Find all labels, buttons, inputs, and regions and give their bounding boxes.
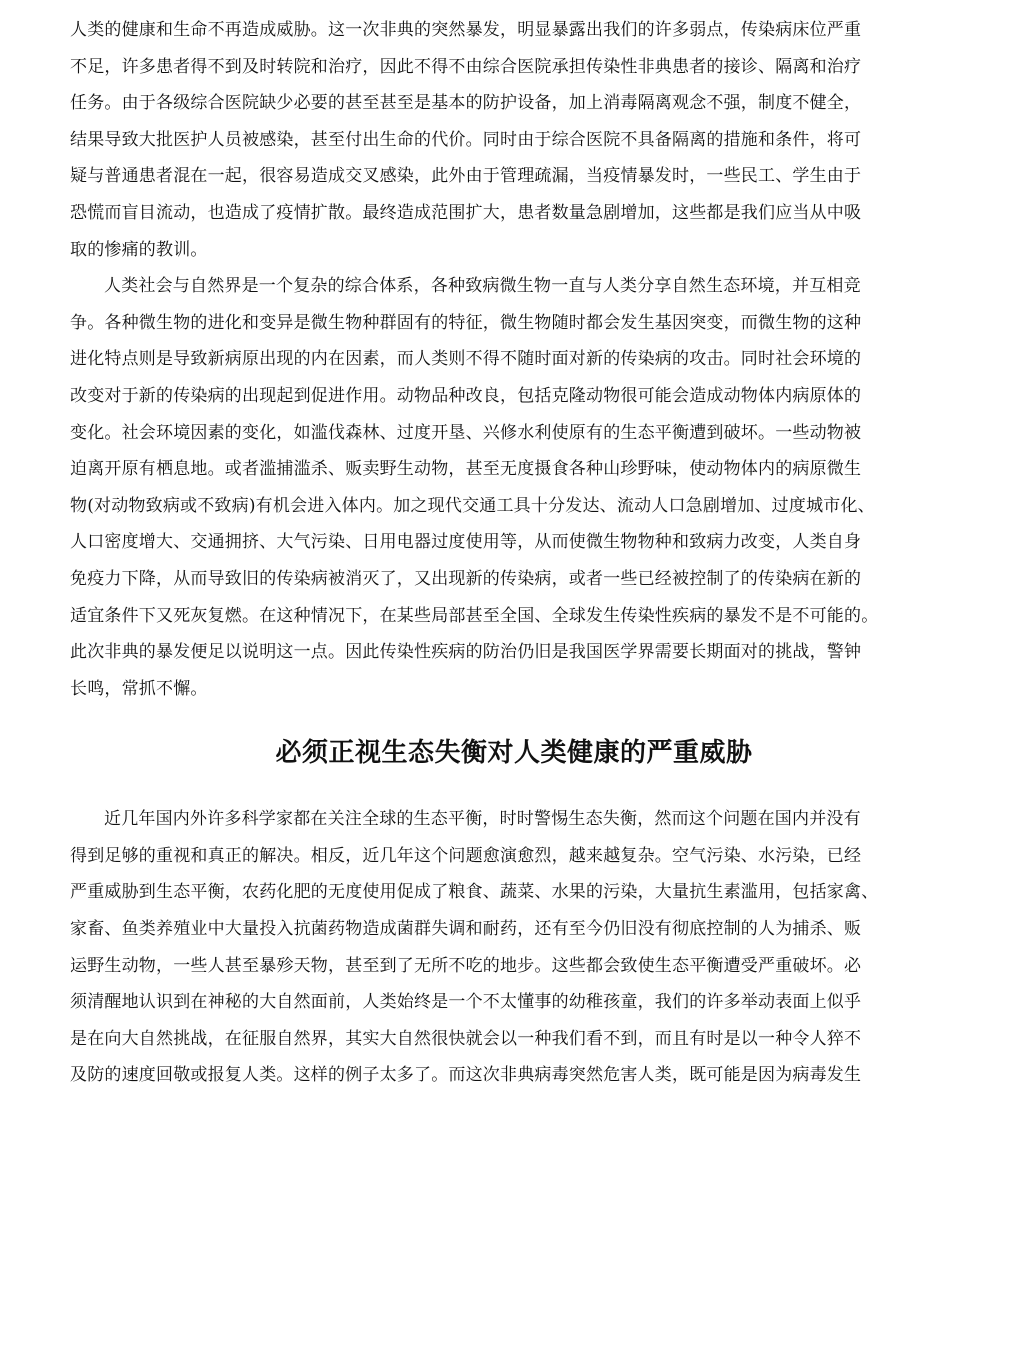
text-line: 迫离开原有栖息地。或者滥捕滥杀、贩卖野生动物，甚至无度摄食各种山珍野味，使动物体内的病原微生 bbox=[70, 459, 862, 480]
section-heading: 必须正视生态失衡对人类健康的严重威胁 bbox=[275, 738, 753, 769]
text-line: 争。各种微生物的进化和变异是微生物种群固有的特征，微生物随时都会发生基因突变，而微生物的这种 bbox=[70, 312, 862, 333]
text-line: 是在向大自然挑战，在征服自然界，其实大自然很快就会以一种我们看不到，而且有时是以一种令人猝不 bbox=[70, 1028, 862, 1049]
text-line: 进化特点则是导致新病原出现的内在因素，而人类则不得不随时面对新的传染病的攻击。同时社会环境的 bbox=[70, 349, 862, 370]
text-line: 取的惨痛的教训。 bbox=[70, 239, 208, 260]
text-line: 不足，许多患者得不到及时转院和治疗，因此不得不由综合医院承担传染性非典患者的接诊、隔离和治疗 bbox=[70, 56, 862, 77]
text-line: 长鸣，常抓不懈。 bbox=[70, 678, 208, 699]
text-line: 近几年国内外许多科学家都在关注全球的生态平衡，时时警惕生态失衡，然而这个问题在国内并没有 bbox=[104, 809, 861, 830]
text-line: 得到足够的重视和真正的解决。相反，近几年这个问题愈演愈烈，越来越复杂。空气污染、水污染，已经 bbox=[70, 845, 862, 866]
text-line: 家畜、鱼类养殖业中大量投入抗菌药物造成菌群失调和耐药，还有至今仍旧没有彻底控制的人为捕杀、贩 bbox=[70, 919, 862, 940]
text-line: 人类的健康和生命不再造成威胁。这一次非典的突然暴发，明显暴露出我们的许多弱点，传染病床位严重 bbox=[70, 20, 862, 40]
document-page bbox=[70, 12, 958, 1094]
paragraph-3 bbox=[70, 801, 958, 1094]
text-line: 运野生动物，一些人甚至暴殄天物，甚至到了无所不吃的地步。这些都会致使生态平衡遭受严重破坏。必 bbox=[70, 955, 862, 976]
text-line: 结果导致大批医护人员被感染，甚至付出生命的代价。同时由于综合医院不具备隔离的措施和条件，将可 bbox=[70, 129, 862, 150]
text-line: 恐慌而盲目流动，也造成了疫情扩散。最终造成范围扩大，患者数量急剧增加，这些都是我们应当从中吸 bbox=[70, 202, 862, 223]
text-line: 物(对动物致病或不致病)有机会进入体内。加之现代交通工具十分发达、流动人口急剧增加、过度城市化、 bbox=[70, 495, 875, 516]
text-line: 适宜条件下又死灰复燃。在这种情况下，在某些局部甚至全国、全球发生传染性疾病的暴发不是不可能的。 bbox=[70, 605, 879, 626]
text-line: 人口密度增大、交通拥挤、大气污染、日用电器过度使用等，从而使微生物物种和致病力改变，人类自身 bbox=[70, 532, 862, 553]
text-line: 此次非典的暴发便足以说明这一点。因此传染性疾病的防治仍旧是我国医学界需要长期面对的挑战，警钟 bbox=[70, 642, 862, 663]
text-line: 人类社会与自然界是一个复杂的综合体系，各种致病微生物一直与人类分享自然生态环境，并互相竞 bbox=[104, 276, 861, 297]
text-line: 严重威胁到生态平衡，农药化肥的无度使用促成了粮食、蔬菜、水果的污染，大量抗生素滥用，包括家禽、 bbox=[70, 882, 879, 903]
paragraph-1 bbox=[70, 12, 958, 268]
text-line: 须清醒地认识到在神秘的大自然面前，人类始终是一个不太懂事的幼稚孩童，我们的许多举动表面上似乎 bbox=[70, 992, 862, 1013]
spacer bbox=[70, 707, 958, 733]
text-line: 疑与普通患者混在一起，很容易造成交叉感染，此外由于管理疏漏，当疫情暴发时，一些民工、学生由于 bbox=[70, 166, 862, 187]
text-line: 改变对于新的传染病的出现起到促进作用。动物品种改良，包括克隆动物很可能会造成动物体内病原体的 bbox=[70, 385, 862, 406]
text-line: 及防的速度回敬或报复人类。这样的例子太多了。而这次非典病毒突然危害人类，既可能是因为病毒发生 bbox=[70, 1065, 862, 1086]
text-line: 变化。社会环境因素的变化，如滥伐森林、过度开垦、兴修水利使原有的生态平衡遭到破坏。一些动物被 bbox=[70, 422, 862, 443]
paragraph-2 bbox=[70, 268, 958, 707]
text-line: 免疫力下降，从而导致旧的传染病被消灭了，又出现新的传染病，或者一些已经被控制了的传染病在新的 bbox=[70, 568, 862, 589]
spacer bbox=[70, 773, 958, 801]
text-line: 任务。由于各级综合医院缺少必要的甚至甚至是基本的防护设备，加上消毒隔离观念不强，制度不健全， bbox=[70, 93, 862, 114]
